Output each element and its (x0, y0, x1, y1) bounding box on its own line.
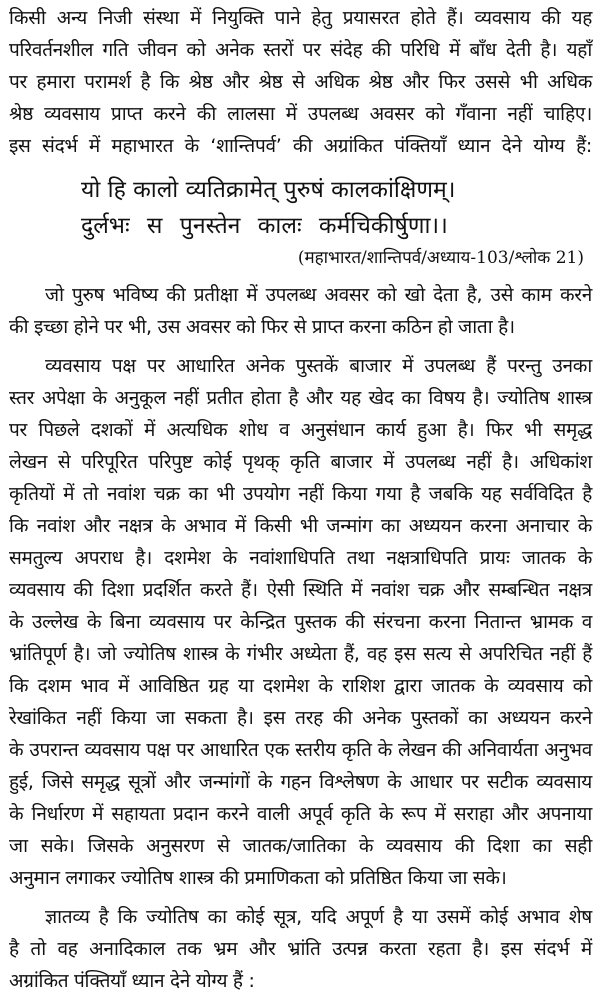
text-line: है तो वह अनादिकाल तक भ्रम और भ्रांति उत्पन्न करता रहता है। इस संदर्भ में (9, 938, 592, 960)
text-line: पर हमारा परामर्श है कि श्रेष्ठ और श्रेष्ठ से अधिक श्रेष्ठ और फिर उससे भी अधिक (9, 71, 592, 93)
text-line: के उपरान्त व्यवसाय पक्ष पर आधारित एक स्तरीय कृति के लेखन की अनिवार्यता अनुभव (9, 739, 592, 761)
text-line: स्तर अपेक्षा के अनुकूल नहीं प्रतीत होता है और यह खेद का विषय है। ज्योतिष शास्त्र (9, 387, 592, 409)
text-line: कि दशम भाव में आविष्ठित ग्रह या दशमेश के राशिश द्वारा जातक के व्यवसाय को (9, 675, 592, 697)
text-line: परिवर्तनशील गति जीवन को अनेक स्तरों पर संदेह की परिधि में बाँध देती है। यहाँ (9, 39, 592, 61)
text-line: व्यवसाय पक्ष पर आधारित अनेक पुस्तकें बाजार में उपलब्ध हैं परन्तु उनका (45, 355, 592, 377)
paragraph-1 (9, 279, 592, 343)
text-line: पर पिछले दशकों में अत्यधिक शोध व अनुसंधान कार्य हुआ है। फिर भी समृद्ध (9, 419, 592, 441)
text-line: ज्ञातव्य है कि ज्योतिष का कोई सूत्र, यदि अपूर्ण है या उसमें कोई अभाव शेष (45, 906, 592, 928)
shloka-line-2: दुर्लभः स पुनस्तेन कालः कर्मचिकीर्षुणा।। (81, 213, 448, 239)
text-line: की इच्छा होने पर भी, उस अवसर को फिर से प्राप्त करना कठिन हो जाता है। (9, 316, 515, 338)
text-line: अनुमान लगाकर ज्योतिष शास्त्र की प्रमाणिकता को प्रतिष्ठित किया जा सके। (9, 867, 507, 889)
text-line: के उल्लेख के बिना व्यवसाय पर केन्द्रित पुस्तक की संरचना करना नितान्त भ्रामक व (9, 611, 592, 633)
intro-paragraph (9, 2, 592, 162)
text-line: व्यवसाय की दिशा प्रदर्शित करते हैं। ऐसी स्थिति में नवांश चक्र और सम्बन्धित नक्षत्र (9, 579, 592, 601)
text-line: अग्रांकित पंक्तियाँ ध्यान देने योग्य हैं : (9, 970, 255, 992)
text-line: हुई, जिसे समृद्ध सूत्रों और जन्मांगों के गहन विश्लेषण के आधार पर सटीक व्यवसाय (9, 771, 592, 793)
text-line: श्रेष्ठ व्यवसाय प्राप्त करने की लालसा में उपलब्ध अवसर को गँवाना नहीं चाहिए। (9, 103, 592, 125)
text-line: के निर्धारण में सहायता प्रदान करने वाली अपूर्व कृति के रूप में सराहा और अपनाया (9, 803, 592, 825)
spacer (9, 272, 592, 279)
text-line: कृतियों में तो नवांश चक्र का भी उपयोग नहीं किया गया है जबकि यह सर्वविदित है (9, 483, 592, 505)
text-line: भ्रांतिपूर्ण है। जो ज्योतिष शास्त्र के गंभीर अध्येता हैं, वह इस सत्य से अपरिचित नहीं हैं (9, 643, 592, 665)
shloka-citation: (महाभारत/शान्तिपर्व/अध्याय-103/श्लोक 21) (297, 248, 584, 268)
text-line: लेखन से परिपूरित परिपुष्ट कोई पृथक् कृति बाजार में उपलब्ध नहीं है। अधिकांश (9, 451, 592, 473)
shloka-line-1: यो हि कालो व्यतिक्रामेत् पुरुषं कालकांक्षिणम्। (81, 177, 456, 203)
paragraph-2 (9, 350, 592, 894)
text-line: जो पुरुष भविष्य की प्रतीक्षा में उपलब्ध अवसर को खो देता है, उसे काम करने (45, 284, 592, 306)
paragraph-3 (9, 901, 592, 997)
text-line: कि नवांश और नक्षत्र के अभाव में किसी भी जन्मांग का अध्ययन करना अनाचार के (9, 515, 592, 537)
text-line: रेखांकित नहीं किया जा सकता है। इस तरह की अनेक पुस्तकों का अध्ययन करने (9, 707, 592, 729)
spacer (9, 343, 592, 350)
spacer (9, 162, 592, 172)
sanskrit-shloka (9, 172, 592, 272)
text-line: किसी अन्य निजी संस्था में नियुक्ति पाने हेतु प्रयासरत होते हैं। व्यवसाय की यह (9, 7, 592, 29)
spacer (9, 894, 592, 901)
text-line: जा सके। जिसके अनुसरण से जातक/जातिका के व्यवसाय की दिशा का सही (9, 835, 592, 857)
text-line: समतुल्य अपराध है। दशमेश के नवांशाधिपति तथा नक्षत्राधिपति प्रायः जातक के (9, 547, 592, 569)
text-line: इस संदर्भ में महाभारत के ‘शान्तिपर्व’ की अग्रांकित पंक्तियाँ ध्यान देने योग्य हैं: (9, 135, 592, 157)
